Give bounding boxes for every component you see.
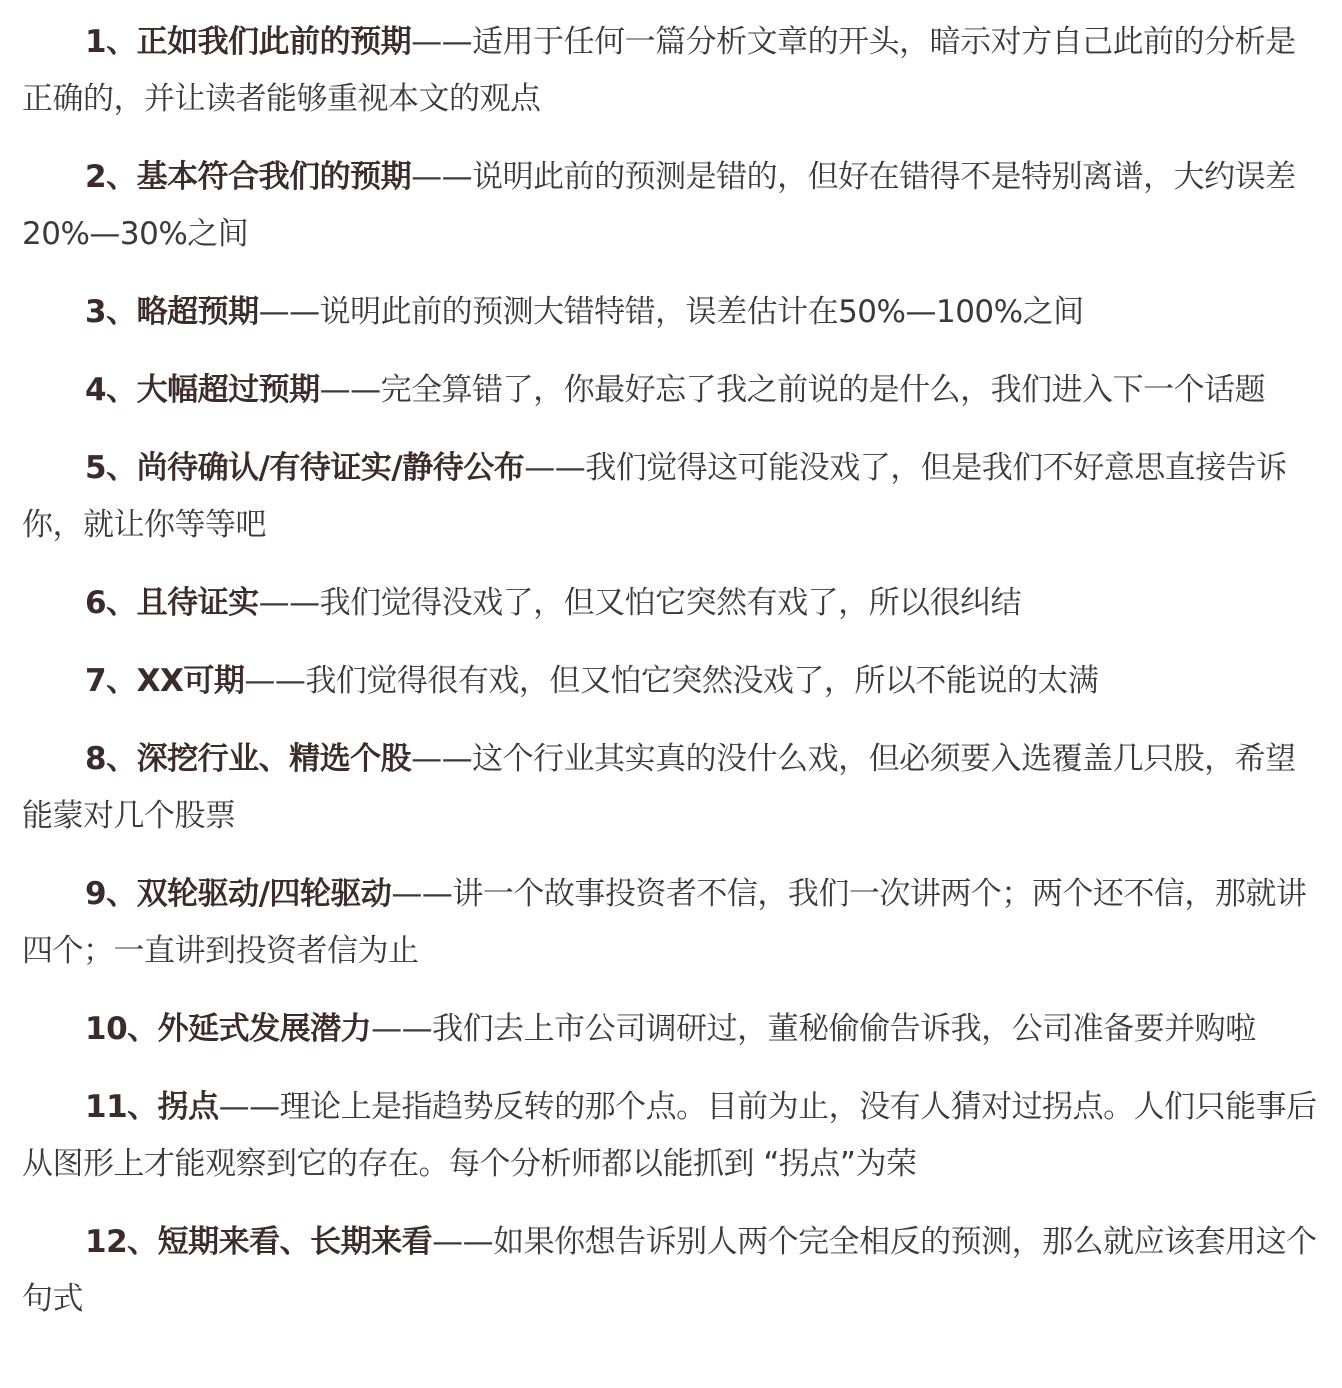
list-item — [22, 575, 1320, 632]
list-item — [22, 731, 1320, 845]
item-title: 1、正如我们此前的预期 — [85, 24, 412, 60]
list-item — [22, 1001, 1320, 1058]
item-title: 8、深挖行业、精选个股 — [85, 741, 412, 777]
list-item — [22, 1214, 1320, 1328]
item-description: ——如果你想告诉别人两个完全相反的预测，那么就应该套用这个句式 — [22, 1224, 1317, 1317]
item-description: ——我们觉得没戏了，但又怕它突然有戏了，所以很纠结 — [258, 585, 1022, 621]
item-title: 9、双轮驱动/四轮驱动 — [85, 876, 392, 912]
list-item — [22, 653, 1320, 710]
item-description: ——这个行业其实真的没什么戏，但必须要入选覆盖几只股，希望能蒙对几个股票 — [22, 741, 1296, 834]
item-title: 7、XX可期 — [85, 663, 245, 699]
item-title: 10、外延式发展潜力 — [85, 1011, 372, 1047]
item-title: 11、拐点 — [85, 1089, 219, 1125]
item-description: ——我们觉得很有戏，但又怕它突然没戏了，所以不能说的太满 — [244, 663, 1099, 699]
list-item — [22, 440, 1320, 554]
item-description: ——我们觉得这可能没戏了，但是我们不好意思直接告诉你，就让你等等吧 — [22, 450, 1287, 543]
list-item — [22, 14, 1320, 128]
list-item — [22, 362, 1320, 419]
item-description: ——适用于任何一篇分析文章的开头，暗示对方自己此前的分析是正确的，并让读者能够重视本文的观点 — [22, 24, 1296, 117]
item-description: ——讲一个故事投资者不信，我们一次讲两个；两个还不信，那就讲四个；一直讲到投资者信为止 — [22, 876, 1307, 969]
list-item — [22, 1079, 1320, 1193]
item-title: 6、且待证实 — [85, 585, 259, 621]
item-title: 3、略超预期 — [85, 294, 259, 330]
item-description: ——说明此前的预测是错的，但好在错得不是特别离谱，大约误差20%—30%之间 — [22, 159, 1296, 252]
list-item — [22, 149, 1320, 263]
list-item — [22, 866, 1320, 980]
item-description: ——我们去上市公司调研过，董秘偷偷告诉我，公司准备要并购啦 — [371, 1011, 1256, 1047]
item-title: 2、基本符合我们的预期 — [85, 159, 412, 195]
item-description: ——理论上是指趋势反转的那个点。目前为止，没有人猜对过拐点。人们只能事后从图形上才能观察到它的存在。每个分析师都以能抓到 “拐点”为荣 — [22, 1089, 1317, 1182]
item-description: ——说明此前的预测大错特错，误差估计在50%—100%之间 — [258, 294, 1084, 330]
item-title: 5、尚待确认/有待证实/静待公布 — [85, 450, 525, 486]
item-title: 12、短期来看、长期来看 — [85, 1224, 433, 1260]
list-item — [22, 284, 1320, 341]
item-title: 4、大幅超过预期 — [85, 372, 320, 408]
item-description: ——完全算错了，你最好忘了我之前说的是什么，我们进入下一个话题 — [319, 372, 1266, 408]
